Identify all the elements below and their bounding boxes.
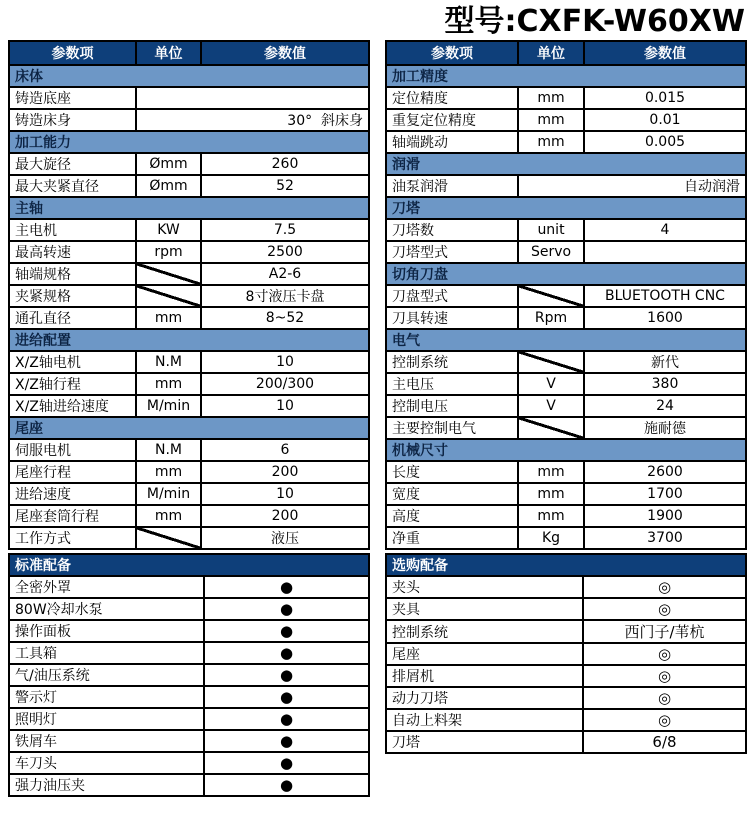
col-header-unit: 单位 bbox=[518, 41, 584, 65]
spec-row bbox=[9, 461, 369, 483]
value-cell: 24 bbox=[584, 395, 746, 417]
value-cell: 380 bbox=[584, 373, 746, 395]
availability-cell: ● bbox=[204, 664, 369, 686]
availability-cell: ● bbox=[204, 642, 369, 664]
unit-cell: V bbox=[518, 395, 584, 417]
left-spec-table bbox=[8, 40, 370, 550]
equipment-name-cell: 照明灯 bbox=[9, 708, 204, 730]
spec-row bbox=[9, 483, 369, 505]
equipment-row bbox=[386, 643, 746, 665]
availability-cell: ● bbox=[204, 598, 369, 620]
unit-cell: Servo bbox=[518, 241, 584, 263]
param-cell: X/Z轴行程 bbox=[9, 373, 136, 395]
value-cell: 0.015 bbox=[584, 87, 746, 109]
equipment-name-cell: 全密外罩 bbox=[9, 576, 204, 598]
param-cell: 最大旋径 bbox=[9, 153, 136, 175]
unit-cell: M/min bbox=[136, 483, 201, 505]
spec-row bbox=[9, 395, 369, 417]
equipment-name-cell: 80W冷却水泵 bbox=[9, 598, 204, 620]
section-header-row bbox=[386, 153, 746, 175]
section-label-cell: 主轴 bbox=[9, 197, 369, 219]
param-cell: 刀塔型式 bbox=[386, 241, 518, 263]
value-cell: 10 bbox=[201, 483, 369, 505]
availability-cell: 西门子/苇杭 bbox=[583, 620, 746, 643]
param-cell: 重复定位精度 bbox=[386, 109, 518, 131]
spec-row bbox=[9, 109, 369, 131]
param-cell: 定位精度 bbox=[386, 87, 518, 109]
unit-cell: mm bbox=[518, 461, 584, 483]
equipment-name-cell: 自动上料架 bbox=[386, 709, 583, 731]
param-cell: 最高转速 bbox=[9, 241, 136, 263]
value-cell bbox=[136, 87, 369, 109]
section-header-row bbox=[9, 329, 369, 351]
spec-row bbox=[386, 87, 746, 109]
availability-cell: ● bbox=[204, 708, 369, 730]
availability-cell: ● bbox=[204, 686, 369, 708]
equipment-name-cell: 气/油压系统 bbox=[9, 664, 204, 686]
equipment-row bbox=[9, 708, 369, 730]
diagonal-slash-cell bbox=[518, 351, 584, 373]
spec-row bbox=[9, 241, 369, 263]
col-header-unit: 单位 bbox=[136, 41, 201, 65]
param-cell: 刀塔数 bbox=[386, 219, 518, 241]
value-cell: 施耐德 bbox=[584, 417, 746, 439]
left-table-header-row bbox=[9, 41, 369, 65]
spec-row bbox=[386, 241, 746, 263]
col-header-value: 参数值 bbox=[584, 41, 746, 65]
section-header-row bbox=[386, 439, 746, 461]
value-cell: 自动润滑 bbox=[518, 175, 746, 197]
param-cell: 通孔直径 bbox=[9, 307, 136, 329]
section-header-row bbox=[386, 197, 746, 219]
availability-cell: ◎ bbox=[583, 643, 746, 665]
param-cell: 尾座套筒行程 bbox=[9, 505, 136, 527]
equipment-row bbox=[9, 774, 369, 796]
value-cell: 0.01 bbox=[584, 109, 746, 131]
equipment-name-cell: 动力刀塔 bbox=[386, 687, 583, 709]
unit-cell: Kg bbox=[518, 527, 584, 549]
right-column bbox=[385, 40, 747, 754]
section-label-cell: 机械尺寸 bbox=[386, 439, 746, 461]
value-cell: 7.5 bbox=[201, 219, 369, 241]
equipment-row bbox=[9, 664, 369, 686]
value-cell: 200 bbox=[201, 461, 369, 483]
value-cell: 200 bbox=[201, 505, 369, 527]
unit-cell: mm bbox=[136, 461, 201, 483]
unit-cell: Ømm bbox=[136, 175, 201, 197]
spec-row bbox=[386, 285, 746, 307]
param-cell: 刀盘型式 bbox=[386, 285, 518, 307]
standard-equipment-table bbox=[8, 553, 370, 797]
unit-cell: mm bbox=[136, 505, 201, 527]
spec-row bbox=[386, 131, 746, 153]
section-label-cell: 电气 bbox=[386, 329, 746, 351]
value-cell: 52 bbox=[201, 175, 369, 197]
spec-row bbox=[9, 175, 369, 197]
value-cell: 3700 bbox=[584, 527, 746, 549]
equipment-name-cell: 控制系统 bbox=[386, 620, 583, 643]
equipment-row bbox=[9, 576, 369, 598]
value-cell: 4 bbox=[584, 219, 746, 241]
equipment-name-cell: 尾座 bbox=[386, 643, 583, 665]
section-label-cell: 尾座 bbox=[9, 417, 369, 439]
optional-equipment-header-row bbox=[386, 554, 746, 576]
value-cell: 200/300 bbox=[201, 373, 369, 395]
spec-row bbox=[386, 109, 746, 131]
availability-cell: ● bbox=[204, 774, 369, 796]
section-header-row bbox=[386, 263, 746, 285]
param-cell: 净重 bbox=[386, 527, 518, 549]
standard-equipment-title: 标准配备 bbox=[9, 554, 369, 576]
value-cell: 260 bbox=[201, 153, 369, 175]
section-header-row bbox=[9, 197, 369, 219]
param-cell: 最大夹紧直径 bbox=[9, 175, 136, 197]
unit-cell: mm bbox=[518, 87, 584, 109]
spec-row bbox=[386, 483, 746, 505]
value-cell: 30° 斜床身 bbox=[136, 109, 369, 131]
unit-cell: M/min bbox=[136, 395, 201, 417]
availability-cell: ◎ bbox=[583, 665, 746, 687]
diagonal-slash-cell bbox=[136, 527, 201, 549]
equipment-name-cell: 排屑机 bbox=[386, 665, 583, 687]
equipment-row bbox=[386, 709, 746, 731]
standard-equipment-header-row bbox=[9, 554, 369, 576]
equipment-name-cell: 夹具 bbox=[386, 598, 583, 620]
right-spec-table bbox=[385, 40, 747, 550]
param-cell: 伺服电机 bbox=[9, 439, 136, 461]
col-header-value: 参数值 bbox=[201, 41, 369, 65]
equipment-row bbox=[9, 598, 369, 620]
spec-row bbox=[9, 263, 369, 285]
param-cell: X/Z轴电机 bbox=[9, 351, 136, 373]
param-cell: 高度 bbox=[386, 505, 518, 527]
param-cell: 主要控制电气 bbox=[386, 417, 518, 439]
unit-cell: mm bbox=[518, 505, 584, 527]
spec-row bbox=[9, 505, 369, 527]
spec-row bbox=[386, 175, 746, 197]
param-cell: 刀具转速 bbox=[386, 307, 518, 329]
equipment-name-cell: 警示灯 bbox=[9, 686, 204, 708]
spec-row bbox=[9, 527, 369, 549]
section-label-cell: 进给配置 bbox=[9, 329, 369, 351]
spec-row bbox=[386, 307, 746, 329]
equipment-name-cell: 夹头 bbox=[386, 576, 583, 598]
section-header-row bbox=[9, 65, 369, 87]
spec-row bbox=[386, 373, 746, 395]
equipment-row bbox=[9, 620, 369, 642]
section-label-cell: 刀塔 bbox=[386, 197, 746, 219]
spec-row bbox=[386, 505, 746, 527]
equipment-name-cell: 车刀头 bbox=[9, 752, 204, 774]
availability-cell: ◎ bbox=[583, 687, 746, 709]
param-cell: 尾座行程 bbox=[9, 461, 136, 483]
value-cell: 10 bbox=[201, 351, 369, 373]
spec-row bbox=[9, 307, 369, 329]
model-title: 型号:CXFK-W60XW bbox=[444, 4, 745, 39]
availability-cell: ● bbox=[204, 620, 369, 642]
equipment-row bbox=[386, 598, 746, 620]
param-cell: 宽度 bbox=[386, 483, 518, 505]
spec-row bbox=[9, 87, 369, 109]
col-header-param: 参数项 bbox=[386, 41, 518, 65]
value-cell: 8寸液压卡盘 bbox=[201, 285, 369, 307]
spec-row bbox=[386, 527, 746, 549]
spec-row bbox=[386, 351, 746, 373]
param-cell: 控制电压 bbox=[386, 395, 518, 417]
spec-row bbox=[9, 285, 369, 307]
section-label-cell: 润滑 bbox=[386, 153, 746, 175]
unit-cell: N.M bbox=[136, 439, 201, 461]
equipment-row bbox=[9, 752, 369, 774]
section-label-cell: 床体 bbox=[9, 65, 369, 87]
availability-cell: ◎ bbox=[583, 598, 746, 620]
optional-equipment-title: 选购配备 bbox=[386, 554, 746, 576]
unit-cell: Rpm bbox=[518, 307, 584, 329]
availability-cell: 6/8 bbox=[583, 731, 746, 753]
section-label-cell: 切角刀盘 bbox=[386, 263, 746, 285]
param-cell: 轴端跳动 bbox=[386, 131, 518, 153]
unit-cell: mm bbox=[518, 131, 584, 153]
equipment-name-cell: 操作面板 bbox=[9, 620, 204, 642]
availability-cell: ◎ bbox=[583, 576, 746, 598]
spec-row bbox=[386, 417, 746, 439]
availability-cell: ● bbox=[204, 752, 369, 774]
diagonal-slash-cell bbox=[136, 285, 201, 307]
section-header-row bbox=[9, 417, 369, 439]
param-cell: 轴端规格 bbox=[9, 263, 136, 285]
availability-cell: ◎ bbox=[583, 709, 746, 731]
equipment-name-cell: 刀塔 bbox=[386, 731, 583, 753]
equipment-name-cell: 铁屑车 bbox=[9, 730, 204, 752]
param-cell: 进给速度 bbox=[9, 483, 136, 505]
availability-cell: ● bbox=[204, 576, 369, 598]
spec-row bbox=[386, 219, 746, 241]
equipment-row bbox=[386, 576, 746, 598]
unit-cell: mm bbox=[518, 483, 584, 505]
section-header-row bbox=[9, 131, 369, 153]
equipment-row bbox=[386, 665, 746, 687]
value-cell: 2600 bbox=[584, 461, 746, 483]
value-cell: 10 bbox=[201, 395, 369, 417]
spec-row bbox=[9, 351, 369, 373]
spec-row bbox=[386, 461, 746, 483]
spec-row bbox=[9, 153, 369, 175]
unit-cell: unit bbox=[518, 219, 584, 241]
equipment-row bbox=[386, 620, 746, 643]
value-cell: 6 bbox=[201, 439, 369, 461]
unit-cell: mm bbox=[136, 307, 201, 329]
unit-cell: mm bbox=[136, 373, 201, 395]
param-cell: 主电机 bbox=[9, 219, 136, 241]
param-cell: X/Z轴进给速度 bbox=[9, 395, 136, 417]
equipment-row bbox=[9, 686, 369, 708]
equipment-row bbox=[386, 687, 746, 709]
section-header-row bbox=[386, 329, 746, 351]
param-cell: 夹紧规格 bbox=[9, 285, 136, 307]
param-cell: 铸造床身 bbox=[9, 109, 136, 131]
value-cell: 新代 bbox=[584, 351, 746, 373]
equipment-row bbox=[9, 730, 369, 752]
unit-cell: KW bbox=[136, 219, 201, 241]
value-cell: 1700 bbox=[584, 483, 746, 505]
param-cell: 工作方式 bbox=[9, 527, 136, 549]
availability-cell: ● bbox=[204, 730, 369, 752]
unit-cell: V bbox=[518, 373, 584, 395]
param-cell: 长度 bbox=[386, 461, 518, 483]
diagonal-slash-cell bbox=[518, 285, 584, 307]
value-cell: 2500 bbox=[201, 241, 369, 263]
col-header-param: 参数项 bbox=[9, 41, 136, 65]
spec-row bbox=[386, 395, 746, 417]
param-cell: 主电压 bbox=[386, 373, 518, 395]
unit-cell: rpm bbox=[136, 241, 201, 263]
section-label-cell: 加工精度 bbox=[386, 65, 746, 87]
param-cell: 控制系统 bbox=[386, 351, 518, 373]
equipment-row bbox=[386, 731, 746, 753]
value-cell: 8~52 bbox=[201, 307, 369, 329]
unit-cell: Ømm bbox=[136, 153, 201, 175]
value-cell: 1600 bbox=[584, 307, 746, 329]
section-label-cell: 加工能力 bbox=[9, 131, 369, 153]
spec-row bbox=[9, 219, 369, 241]
value-cell bbox=[584, 241, 746, 263]
value-cell: 0.005 bbox=[584, 131, 746, 153]
right-table-header-row bbox=[386, 41, 746, 65]
value-cell: A2-6 bbox=[201, 263, 369, 285]
spec-row bbox=[9, 373, 369, 395]
value-cell: 1900 bbox=[584, 505, 746, 527]
spec-row bbox=[9, 439, 369, 461]
equipment-name-cell: 强力油压夹 bbox=[9, 774, 204, 796]
value-cell: BLUETOOTH CNC bbox=[584, 285, 746, 307]
diagonal-slash-cell bbox=[136, 263, 201, 285]
diagonal-slash-cell bbox=[518, 417, 584, 439]
param-cell: 油泵润滑 bbox=[386, 175, 518, 197]
optional-equipment-table bbox=[385, 553, 747, 754]
value-cell: 液压 bbox=[201, 527, 369, 549]
unit-cell: N.M bbox=[136, 351, 201, 373]
left-column bbox=[8, 40, 370, 797]
equipment-name-cell: 工具箱 bbox=[9, 642, 204, 664]
section-header-row bbox=[386, 65, 746, 87]
equipment-row bbox=[9, 642, 369, 664]
param-cell: 铸造底座 bbox=[9, 87, 136, 109]
unit-cell: mm bbox=[518, 109, 584, 131]
